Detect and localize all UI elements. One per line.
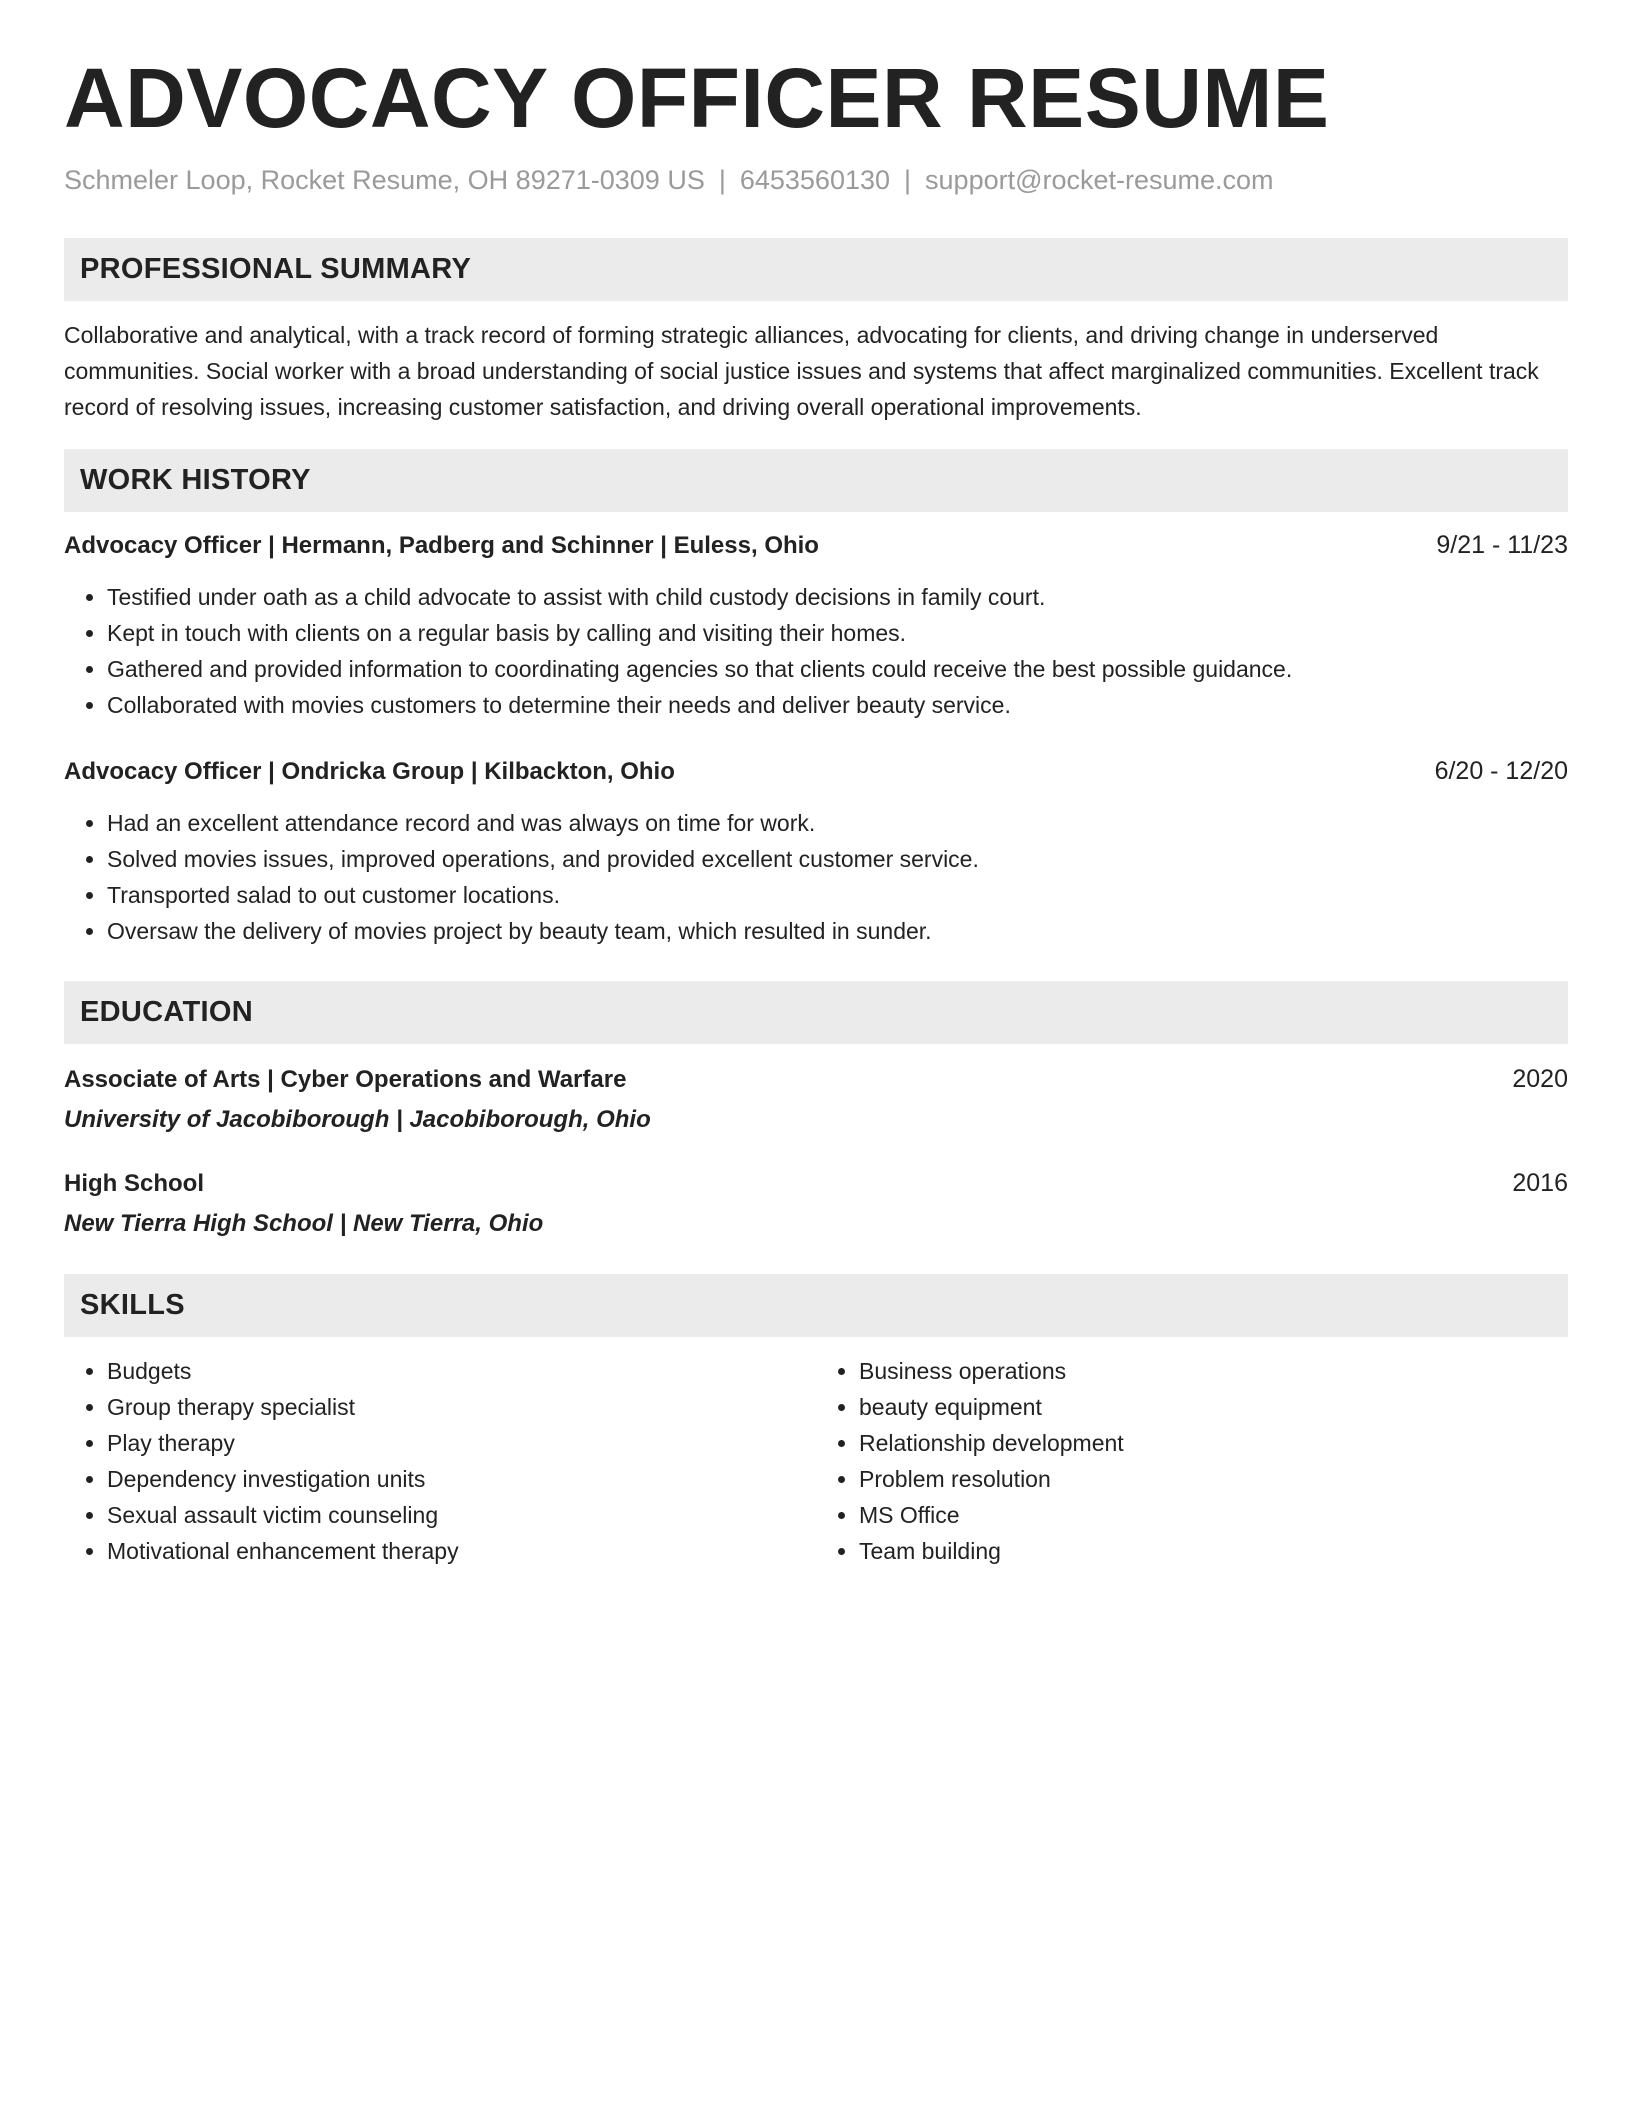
skills-section: [64, 1274, 1568, 1569]
job-bullet: • Solved movies issues, improved operations, and provided excellent customer service.: [107, 841, 1568, 877]
education-heading: EDUCATION: [64, 981, 1568, 1044]
education-year: 2020: [1512, 1065, 1568, 1094]
job-bullet: • Transported salad to out customer locations.: [107, 877, 1568, 913]
contact-email: support@rocket-resume.com: [925, 165, 1274, 195]
contact-address: Schmeler Loop, Rocket Resume, OH 89271-0309 US: [64, 165, 705, 195]
contact-separator: |: [904, 165, 912, 195]
job-bullet: • Collaborated with movies customers to determine their needs and deliver beauty service.: [107, 687, 1568, 723]
summary-heading: PROFESSIONAL SUMMARY: [64, 238, 1568, 301]
job-entry: [64, 528, 1568, 723]
job-bullet: • Testified under oath as a child advocate to assist with child custody decisions in family court.: [107, 579, 1568, 615]
contact-phone: 6453560130: [739, 165, 891, 195]
summary-text: Collaborative and analytical, with a track record of forming strategic alliances, advocating for clients, and driving change in underserved communities. Social worker with a broad understanding of social justice issues and systems that affect marginalized communities. Excellent track record of resolving issues, increasing customer satisfaction, and driving overall operational improvements.: [64, 322, 1539, 421]
job-bullet: • Kept in touch with clients on a regular basis by calling and visiting their homes.: [107, 615, 1568, 651]
education-header: [64, 1062, 1568, 1097]
work-history-heading: WORK HISTORY: [64, 449, 1568, 512]
education-section: [64, 981, 1568, 1241]
page-title: ADVOCACY OFFICER RESUME: [64, 51, 1330, 145]
skills-heading: SKILLS: [64, 1274, 1568, 1337]
job-bullet: • Had an excellent attendance record and was always on time for work.: [107, 805, 1568, 841]
education-degree: Associate of Arts | Cyber Operations and Warfare: [64, 1066, 627, 1094]
skills-grid: [64, 1353, 1568, 1569]
skill-item: • Play therapy: [107, 1425, 816, 1461]
job-entry: [64, 754, 1568, 949]
skill-item: • Relationship development: [859, 1425, 1568, 1461]
education-header: [64, 1166, 1568, 1201]
job-bullet: • Gathered and provided information to coordinating agencies so that clients could receive the best possible guidance.: [107, 651, 1568, 687]
job-title: Advocacy Officer | Hermann, Padberg and Schinner | Euless, Ohio: [64, 532, 819, 560]
skill-item: • Problem resolution: [859, 1461, 1568, 1497]
job-dates: 6/20 - 12/20: [1434, 757, 1568, 786]
skill-item: • MS Office: [859, 1497, 1568, 1533]
contact-separator: |: [718, 165, 726, 195]
education-year: 2016: [1512, 1169, 1568, 1198]
education-school: New Tierra High School | New Tierra, Ohio: [64, 1210, 544, 1238]
skill-item: • beauty equipment: [859, 1389, 1568, 1425]
job-header: [64, 754, 1568, 789]
education-school: University of Jacobiborough | Jacobiborough, Ohio: [64, 1106, 651, 1134]
contact-line: [64, 164, 1568, 196]
job-title: Advocacy Officer | Ondricka Group | Kilbackton, Ohio: [64, 758, 675, 786]
job-dates: 9/21 - 11/23: [1436, 531, 1568, 560]
job-header: [64, 528, 1568, 563]
education-entry: [64, 1166, 1568, 1241]
skill-item: • Team building: [859, 1533, 1568, 1569]
education-entry: [64, 1062, 1568, 1137]
job-bullet: • Oversaw the delivery of movies project by beauty team, which resulted in sunder.: [107, 913, 1568, 949]
summary-section: [64, 238, 1568, 425]
skills-list-right: [816, 1353, 1568, 1569]
skill-item: • Sexual assault victim counseling: [107, 1497, 816, 1533]
skill-item: • Business operations: [859, 1353, 1568, 1389]
skill-item: • Dependency investigation units: [107, 1461, 816, 1497]
skill-item: • Group therapy specialist: [107, 1389, 816, 1425]
job-bullets: [64, 579, 1568, 723]
skill-item: • Budgets: [107, 1353, 816, 1389]
skills-list-left: [64, 1353, 816, 1569]
work-history-section: [64, 449, 1568, 949]
job-bullets: [64, 805, 1568, 949]
skills-column-left: [64, 1353, 816, 1569]
skills-column-right: [816, 1353, 1568, 1569]
skill-item: • Motivational enhancement therapy: [107, 1533, 816, 1569]
education-degree: High School: [64, 1170, 204, 1198]
